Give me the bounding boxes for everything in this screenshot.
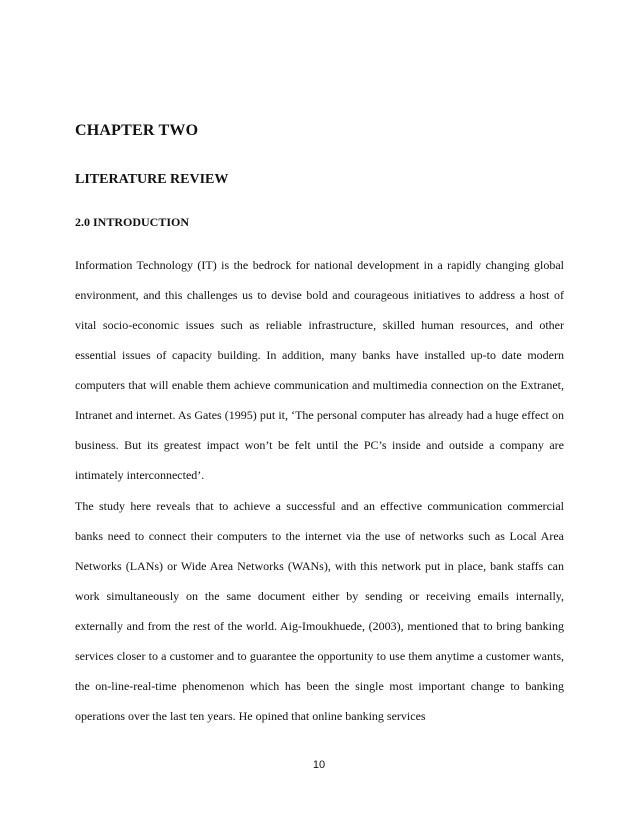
subsection-title: 2.0 INTRODUCTION <box>75 215 190 229</box>
page-number: 10 <box>312 759 326 771</box>
section-title: LITERATURE REVIEW <box>75 172 229 187</box>
chapter-title: CHAPTER TWO <box>75 122 199 139</box>
body-paragraph-2: The study here reveals that to achieve a successful and an effective communication commercial banks need to connect their computers to the internet via the use of networks such as Local Area Networks (LANs) or Wide Area Networks (WANs), with this network put in place, bank staffs can work simultaneously on the same document either by sending or receiving emails internally, externally and from the rest of the world. Aig-Imoukhuede, (2003), mentioned that to bring banking services closer to a customer and to guarantee the opportunity to use them anytime a customer wants, the on-line-real-time phenomenon which has been the single most important change to banking operations over the last ten years. He opined that online banking services <box>75 499 564 723</box>
body-paragraph-1: Information Technology (IT) is the bedrock for national development in a rapidly changing global environment, and this challenges us to devise bold and courageous initiatives to address a host of vital socio-economic issues such as reliable infrastructure, skilled human resources, and other essential issues of capacity building. In addition, many banks have installed up-to date modern computers that will enable them achieve communication and multimedia connection on the Extranet, Intranet and internet. As Gates (1995) put it, ‘The personal computer has already had a huge effect on business. But its greatest impact won’t be felt until the PC’s inside and outside a company are intimately interconnected’. <box>75 258 564 482</box>
